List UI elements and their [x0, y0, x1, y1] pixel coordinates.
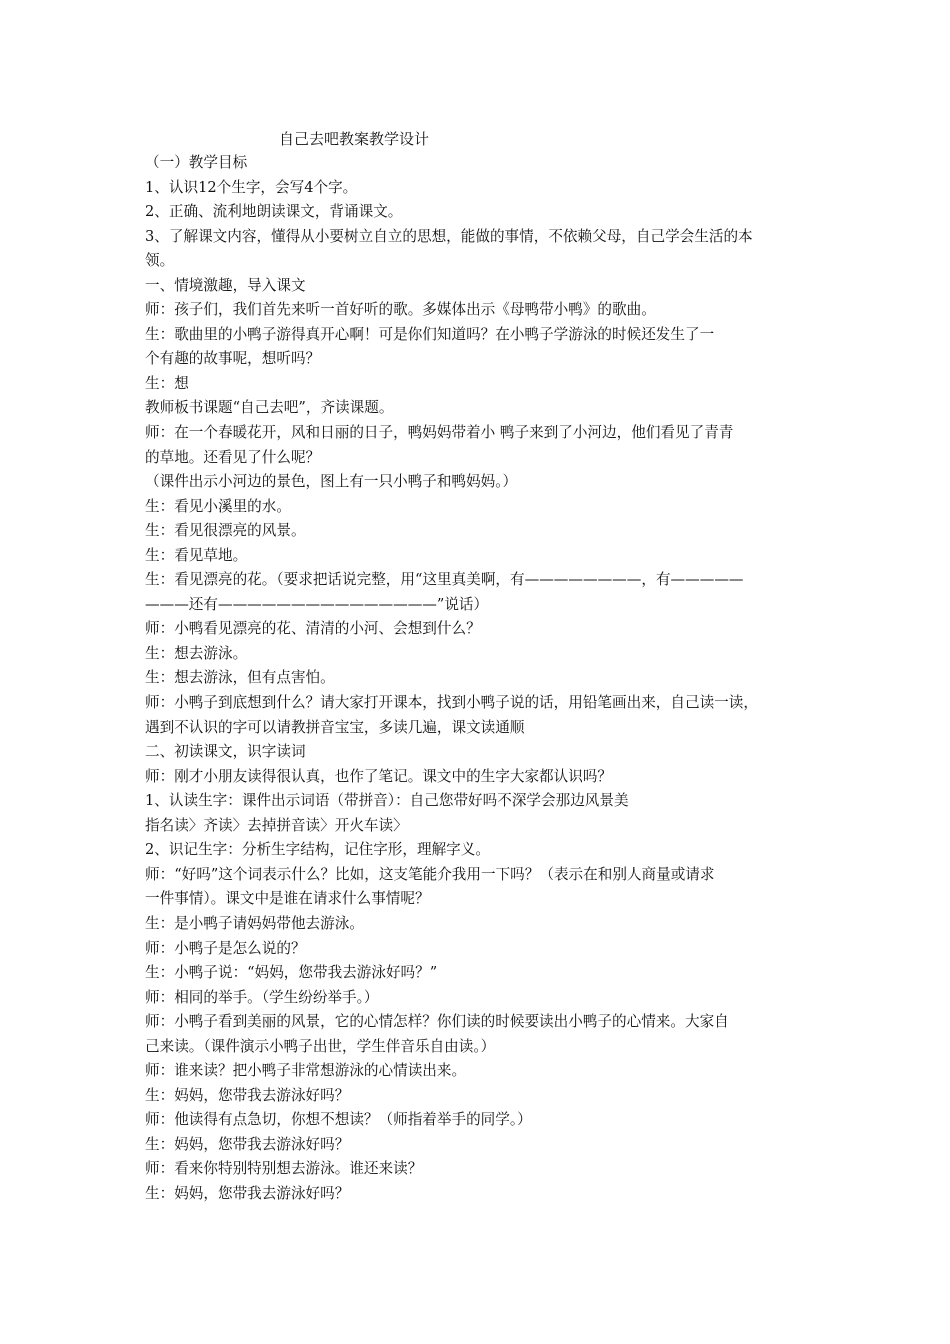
text-line: 生：想	[145, 374, 189, 392]
text-line: 师：小鸭看见漂亮的花、清清的小河、会想到什么？	[145, 620, 481, 638]
text-line: 师：在一个春暖花开，风和日丽的日子，鸭妈妈带着小 鸭子来到了小河边，他们看见了青青	[145, 424, 734, 442]
text-line: 生：看见很漂亮的风景。	[145, 522, 306, 540]
text-line: 生：是小鸭子请妈妈带他去游泳。	[145, 914, 364, 932]
text-line: 3、了解课文内容，懂得从小要树立自立的思想，能做的事情，不依赖父母，自己学会生活的本	[145, 227, 753, 245]
text-line: 生：看见草地。	[145, 546, 248, 564]
text-line: 生：想去游泳，但有点害怕。	[145, 669, 335, 687]
text-line: 1、认读生字：课件出示词语（带拼音）：自己您带好吗不深学会那边风景美	[145, 792, 629, 810]
text-line: 师：刚才小朋友读得很认真，也作了笔记。课文中的生字大家都认识吗？	[145, 767, 613, 785]
text-line: （一）教学目标	[145, 154, 248, 171]
text-line: 生：妈妈，您带我去游泳好吗？	[145, 1086, 350, 1104]
text-line: 师：他读得有点急切，你想不想读？（师指着举手的同学。）	[145, 1111, 532, 1129]
text-line: 生：歌曲里的小鸭子游得真开心啊！可是你们知道吗？在小鸭子学游泳的时候还发生了一	[145, 325, 715, 343]
text-line: 二、初读课文，识字读词	[145, 743, 306, 761]
text-line: 1、认识12个生字，会写4个字。	[145, 178, 358, 196]
document-body	[145, 151, 815, 1207]
text-line: 生：妈妈，您带我去游泳好吗？	[145, 1135, 350, 1153]
document-title: 自己去吧教案教学设计	[279, 130, 430, 148]
text-line: 一件事情）。课文中是谁在请求什么事情呢？	[145, 890, 430, 908]
text-line: （课件出示小河边的景色，图上有一只小鸭子和鸭妈妈。）	[145, 473, 518, 491]
text-line: 2、正确、流利地朗读课文，背诵课文。	[145, 203, 403, 221]
text-line: 指名读〉齐读〉去掉拼音读〉开火车读〉	[145, 816, 408, 834]
text-line: 师：孩子们，我们首先来听一首好听的歌。多媒体出示《母鸭带小鸭》的歌曲。	[145, 301, 656, 319]
text-line: 师：谁来读？把小鸭子非常想游泳的心情读出来。	[145, 1062, 467, 1080]
text-line: 师：小鸭子到底想到什么？请大家打开课本，找到小鸭子说的话，用铅笔画出来，自己读一读，	[145, 694, 758, 712]
text-line: 的草地。还看见了什么呢？	[145, 448, 321, 466]
text-line: 师：看来你特别特别想去游泳。谁还来读？	[145, 1160, 423, 1178]
text-line: 教师板书课题“自己去吧”，齐读课题。	[145, 399, 394, 417]
text-line: 一、情境激趣，导入课文	[145, 276, 306, 294]
text-line: 师：“好吗”这个词表示什么？比如，这支笔能介我用一下吗？（表示在和别人商量或请求	[145, 865, 715, 883]
text-line: 己来读。（课件演示小鸭子出世，学生伴音乐自由读。）	[145, 1037, 496, 1055]
text-line: 师：小鸭子是怎么说的？	[145, 939, 306, 957]
text-line: 生：小鸭子说：“妈妈，您带我去游泳好吗？”	[145, 964, 438, 982]
text-line: 生：看见漂亮的花。（要求把话说完整，用“这里真美啊，有————————，有—————	[145, 571, 744, 589]
text-line: 2、识记生字：分析生字结构，记住字形，理解字义。	[145, 841, 490, 859]
text-line: 生：想去游泳。	[145, 644, 248, 662]
text-line: 生：看见小溪里的水。	[145, 497, 291, 515]
text-line: 个有趣的故事呢，想听吗？	[145, 350, 321, 368]
text-line: ———还有———————————————”说话）	[145, 595, 489, 613]
text-line: 生：妈妈，您带我去游泳好吗？	[145, 1184, 350, 1202]
text-line: 师：小鸭子看到美丽的风景，它的心情怎样？你们读的时候要读出小鸭子的心情来。大家自	[145, 1013, 729, 1031]
text-line: 遇到不认识的字可以请教拼音宝宝，多读几遍，课文读通顺	[145, 718, 525, 736]
text-line: 领。	[145, 252, 175, 270]
text-line: 师：相同的举手。（学生纷纷举手。）	[145, 988, 379, 1006]
